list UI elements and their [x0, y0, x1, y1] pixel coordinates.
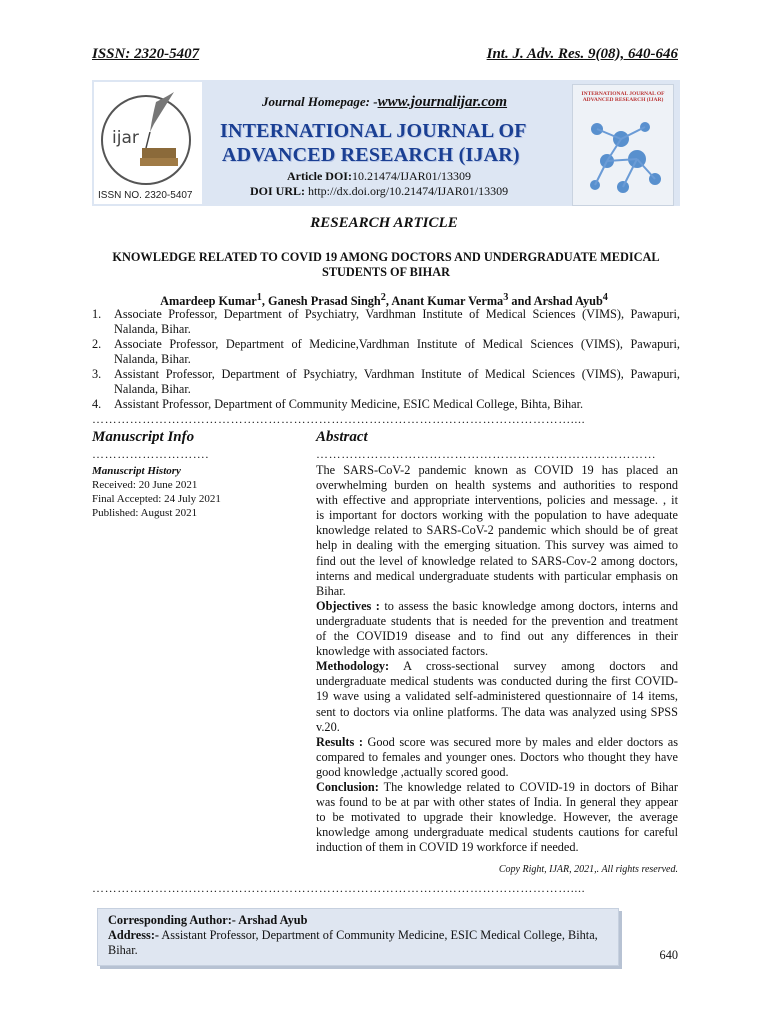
- title-line2: STUDENTS OF BIHAR: [321, 265, 450, 279]
- corresponding-author-label: Corresponding Author:- Arshad Ayub: [108, 913, 308, 927]
- logo-text: ijar: [112, 128, 139, 148]
- dotted-divider: ……………………………………………………………………………………………………....: [92, 412, 586, 426]
- affiliations: [92, 307, 680, 412]
- abstract-intro: [316, 463, 678, 599]
- affiliation-text: Assistant Professor, Department of Psychiatry, Vardhman Institute of Medical Sciences (VIMS), Pawapuri,: [114, 367, 680, 381]
- text-line: knowledge among undergraduate medical students cautions for careful: [316, 825, 678, 840]
- author-name: Amardeep Kumar: [160, 294, 257, 309]
- homepage-link[interactable]: www.journalijar.com: [377, 94, 508, 110]
- manuscript-history: [92, 464, 221, 520]
- text-segment: to assess the basic knowledge among doctors, interns and: [379, 598, 678, 613]
- author-sup: 2: [380, 292, 386, 303]
- author-sup: 4: [602, 292, 608, 303]
- cover-title: INTERNATIONAL JOURNAL OF ADVANCED RESEARCH (IJAR): [581, 91, 665, 103]
- text-line: with effective and appropriate interventions, policies and message. , it: [316, 493, 678, 508]
- affiliation-text: Associate Professor, Department of Psychiatry, Vardhman Institute of Medical Sciences (VIMS), Pawapuri,: [114, 307, 680, 321]
- text-line: is important for doctors working with the population to have adequate: [316, 508, 678, 523]
- abstract-body: [316, 463, 678, 855]
- text-line: [316, 599, 678, 614]
- journal-title-line1: INTERNATIONAL JOURNAL OF: [220, 120, 527, 142]
- text-line: knowledge with associated factors.: [316, 644, 489, 659]
- logo-issn: ISSN NO. 2320-5407: [98, 190, 193, 201]
- author-sup: 1: [256, 292, 262, 303]
- molecule-graphic-icon: [577, 109, 669, 201]
- text-line: find out the level of knowledge related to SARS-Cov-2 among doctors,: [316, 553, 678, 568]
- text-line: to be motivated to upgrade their knowledge. However, the average: [316, 810, 678, 825]
- affiliation-text-cont: Nalanda, Bihar.: [114, 352, 191, 366]
- doi-url-link[interactable]: http://dx.doi.org/10.21474/IJAR01/13309: [308, 184, 509, 198]
- copyright-notice: Copy Right, IJAR, 2021,. All rights reserved.: [498, 864, 678, 875]
- accepted-date: Final Accepted: 24 July 2021: [92, 493, 221, 505]
- text-line: sent to doctors via online platforms. The data was analyzed using SPSS: [316, 704, 678, 719]
- author-list: Amardeep Kumar$^1$, Ganesh Prasad Singh$^2$, Anant Kumar Verma$^3$ and Arshad Ayub$^4$: [160, 292, 608, 309]
- journal-cover-image: [572, 84, 674, 206]
- page-number: 640: [659, 948, 678, 962]
- author-name: Arshad Ayub: [533, 294, 603, 309]
- text-line: Bihar.: [316, 583, 346, 598]
- methodology-label: Methodology:: [316, 659, 390, 674]
- address-label: Address:-: [108, 928, 160, 942]
- text-line: [316, 780, 678, 795]
- abstract-results: [316, 735, 678, 780]
- author-name: Anant Kumar Verma: [391, 294, 504, 309]
- citation-header: Int. J. Adv. Res. 9(08), 640-646: [486, 46, 678, 62]
- homepage-line: [262, 94, 507, 111]
- text-line: The SARS-CoV-2 pandemic known as COVID 19 has placed an: [316, 463, 678, 477]
- text-line: induction of them in COVID 19 workforce if needed.: [316, 840, 579, 855]
- history-label: Manuscript History: [92, 465, 181, 477]
- issn-header: ISSN: 2320-5407: [92, 46, 200, 62]
- affiliation-item: [92, 397, 680, 412]
- title-line1: KNOWLEDGE RELATED TO COVID 19 AMONG DOCTORS AND UNDERGRADUATE MEDICAL: [112, 250, 660, 264]
- address-line-cont: Bihar.: [108, 943, 138, 957]
- abstract-objectives: [316, 599, 678, 659]
- text-line: interns and medical undergraduate students with particular emphasis on: [316, 568, 678, 583]
- affiliation-item: [92, 307, 680, 337]
- doi-label: Article DOI:: [287, 169, 352, 183]
- text-line: undergraduate students that is needed for the prevention and treatment: [316, 613, 678, 628]
- article-title: [92, 250, 680, 280]
- manuscript-info-heading: Manuscript Info: [92, 429, 195, 445]
- abstract-dots: ………………………………………………………………………: [316, 447, 657, 461]
- affiliation-text: Assistant Professor, Department of Community Medicine, ESIC Medical College, Bihta, Bihar.: [114, 397, 584, 411]
- text-line: compared to females and younger ones. Doctors who thought they have: [316, 749, 678, 764]
- doi-url-label: DOI URL:: [250, 184, 306, 198]
- text-line: good knowledge ,actually scored good.: [316, 764, 509, 779]
- homepage-label: Journal Homepage: -: [262, 94, 378, 109]
- doi-value: 10.21474/IJAR01/13309: [351, 169, 471, 183]
- text-line: 19 wave using a validated self-administered questionnaire of 14 items,: [316, 689, 678, 704]
- text-line: v.20.: [316, 719, 340, 734]
- text-segment: The knowledge related to COVID-19 in doctors of Bihar: [378, 779, 678, 794]
- author-name: Ganesh Prasad Singh: [268, 294, 381, 309]
- text-line: [316, 735, 678, 750]
- author-sup: 3: [503, 292, 509, 303]
- received-date: Received: 20 June 2021: [92, 479, 198, 491]
- published-date: Published: August 2021: [92, 507, 198, 519]
- affiliation-number: 2.: [92, 337, 102, 351]
- affiliation-text-cont: Nalanda, Bihar.: [114, 382, 191, 396]
- affiliation-item: [92, 367, 680, 397]
- affiliation-text-cont: Nalanda, Bihar.: [114, 322, 191, 336]
- journal-logo: [94, 82, 202, 204]
- journal-title-line2: ADVANCED RESEARCH (IJAR): [222, 144, 520, 166]
- text-line: overwhelming burden on health systems and authorities to respond: [316, 478, 678, 493]
- dotted-divider-bottom: ……………………………………………………………………………………………………....: [92, 881, 586, 895]
- text-segment: Good score was secured more by males and elder doctors as: [362, 734, 678, 749]
- text-segment: A cross-sectional survey among doctors and: [389, 659, 678, 674]
- text-line: help in dealing with the emerging situation. This survey was aimed to: [316, 538, 678, 553]
- results-label: Results :: [316, 734, 363, 749]
- abstract-heading: Abstract: [316, 429, 368, 445]
- abstract-conclusion: [316, 780, 678, 855]
- conclusion-label: Conclusion:: [316, 779, 379, 794]
- quill-book-icon: [94, 82, 202, 204]
- article-type: RESEARCH ARTICLE: [310, 215, 458, 231]
- text-line: was found to be at par with other states of India. In general they appear: [316, 795, 678, 810]
- affiliation-number: 4.: [92, 397, 102, 411]
- affiliation-number: 1.: [92, 307, 102, 321]
- text-line: knowledge related to SARS-CoV-2 pandemic which should be of great: [316, 523, 678, 538]
- affiliation-item: [92, 337, 680, 367]
- address-line: Assistant Professor, Department of Community Medicine, ESIC Medical College, Bihta,: [159, 928, 598, 942]
- corresponding-address: [108, 928, 613, 943]
- corresponding-content: [108, 913, 613, 958]
- corresponding-author-box: [97, 908, 619, 966]
- affiliation-text: Associate Professor, Department of Medicine,Vardhman Institute of Medical Sciences (VIMS), Pawapuri,: [114, 337, 680, 351]
- affiliation-number: 3.: [92, 367, 102, 381]
- text-line: [316, 659, 678, 674]
- article-doi: [287, 169, 471, 184]
- abstract-methodology: [316, 659, 678, 734]
- manuscript-dots: ……………………….: [92, 447, 209, 461]
- text-line: undergraduate medical students was conducted during the first COVID-: [316, 674, 678, 689]
- objectives-label: Objectives :: [316, 598, 380, 613]
- doi-url: [250, 184, 508, 199]
- text-line: of the COVID19 disease and to find out any differences in their: [316, 629, 678, 644]
